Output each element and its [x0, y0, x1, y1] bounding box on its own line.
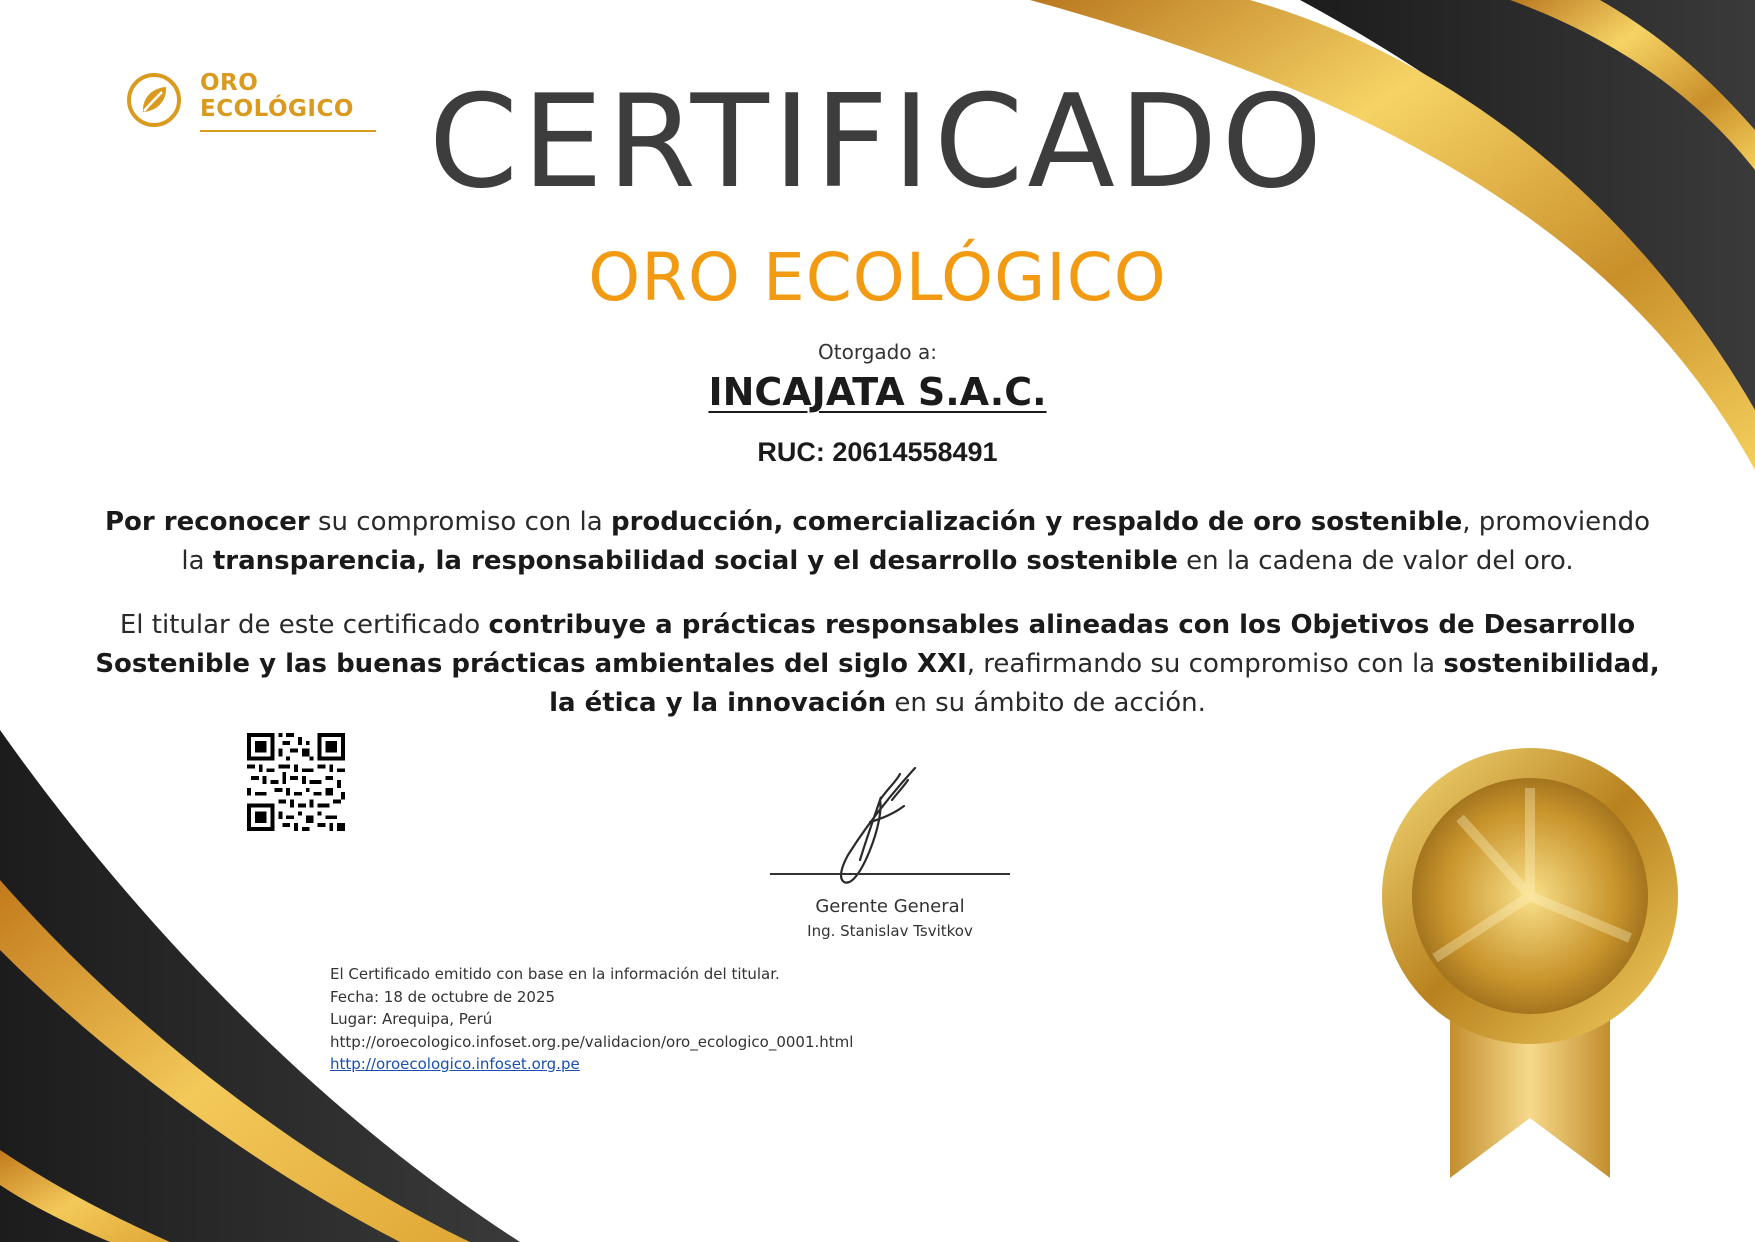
recognition-paragraph	[90, 503, 1665, 581]
p1-text-2: , promoviendo la	[181, 507, 1651, 576]
signature-image	[800, 760, 930, 890]
p2-bold-1: contribuye a prácticas responsables alineadas con los Objetivos de Desarrollo Sostenible y las buenas prácticas ambientales del siglo XXI	[95, 610, 1636, 679]
p1-bold-1: Por reconocer	[104, 507, 310, 537]
awarded-label: Otorgado a:	[818, 340, 937, 364]
notes-validation-url: http://oroecologico.infoset.org.pe/validacion/oro_ecologico_0001.html	[330, 1032, 854, 1051]
p2-text-2: , reafirmando su compromiso con la	[966, 649, 1444, 679]
certificate-notes	[330, 963, 853, 1076]
notes-website-link[interactable]: http://oroecologico.infoset.org.pe	[330, 1055, 580, 1073]
gold-medal-icon	[1375, 748, 1685, 1188]
company-name	[0, 370, 1755, 414]
logo-line-1: ORO	[200, 70, 259, 96]
p1-bold-2: producción, comercialización y respaldo de oro sostenible	[610, 507, 1463, 537]
logo-line-2: ECOLÓGICO	[200, 96, 354, 122]
signature-line	[770, 873, 1010, 875]
signer-role: Gerente General	[815, 896, 965, 917]
contribution-paragraph	[90, 606, 1665, 723]
p2-text-3: en su ámbito de acción.	[886, 688, 1206, 718]
notes-date: Fecha: 18 de octubre de 2025	[330, 987, 556, 1006]
certificate-subtitle: ORO ECOLÓGICO	[588, 239, 1167, 316]
qr-code-icon	[247, 733, 345, 831]
company-ruc: RUC: 20614558491	[757, 437, 998, 467]
p2-text-1: El titular de este certificado	[119, 610, 489, 640]
certificate-title: CERTIFICADO	[428, 68, 1327, 217]
p1-bold-3: transparencia, la responsabilidad social y el desarrollo sostenible	[212, 546, 1178, 576]
p1-text-3: en la cadena de valor del oro.	[1177, 546, 1574, 576]
p1-text-1: su compromiso con la	[309, 507, 611, 537]
p2-bold-2: sostenibilidad, la ética y la innovación	[549, 649, 1660, 718]
company-name-text: INCAJATA S.A.C.	[708, 370, 1047, 414]
notes-place: Lugar: Arequipa, Perú	[330, 1010, 493, 1028]
signer-name: Ing. Stanislav Tsvitkov	[807, 922, 973, 940]
notes-basis: El Certificado emitido con base en la información del titular.	[330, 965, 780, 983]
